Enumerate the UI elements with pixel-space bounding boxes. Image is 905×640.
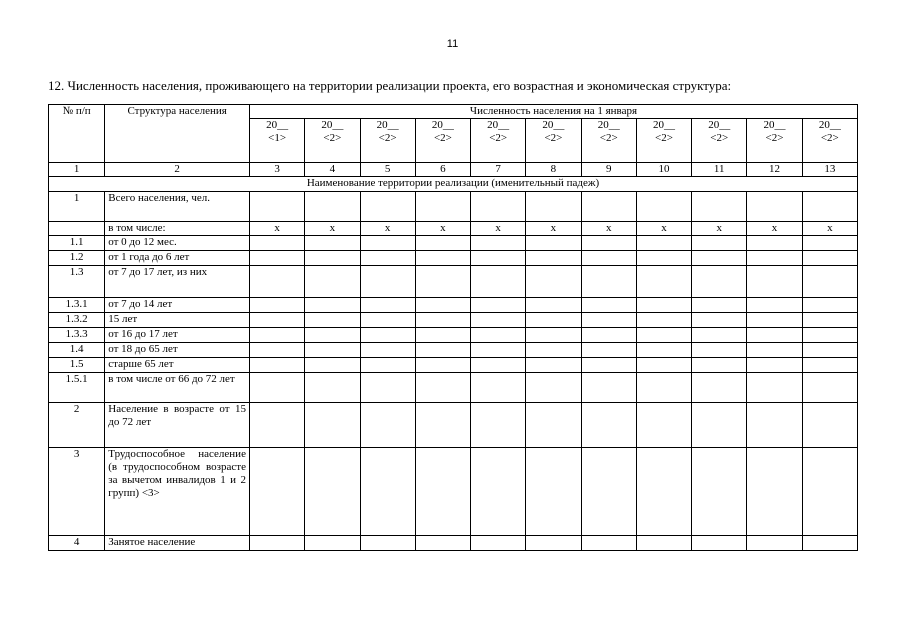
- value-cell[interactable]: [692, 192, 747, 222]
- value-cell[interactable]: [526, 373, 581, 403]
- value-cell[interactable]: [415, 298, 470, 313]
- table-row: [49, 448, 858, 536]
- row-number: 1.3.3: [49, 328, 105, 343]
- value-cell[interactable]: [526, 328, 581, 343]
- table-row: [49, 251, 858, 266]
- value-cell[interactable]: x: [360, 222, 415, 236]
- section-title: 12. Численность населения, проживающего на территории реализации проекта, его возрастная и экономическая структура:: [48, 78, 732, 93]
- value-cell[interactable]: [471, 536, 526, 551]
- value-cell[interactable]: [747, 266, 802, 298]
- value-cell[interactable]: [305, 358, 360, 373]
- table-row: [49, 343, 858, 358]
- year-footnote: <2>: [489, 132, 508, 144]
- row-label: от 18 до 65 лет: [105, 343, 250, 358]
- value-cell[interactable]: [692, 536, 747, 551]
- row-label: в том числе:: [105, 222, 250, 236]
- header-population-on: Численность населения на 1 января: [249, 105, 857, 119]
- value-cell[interactable]: [581, 236, 636, 251]
- value-cell[interactable]: [249, 343, 304, 358]
- value-cell[interactable]: [692, 343, 747, 358]
- value-cell[interactable]: [747, 236, 802, 251]
- value-cell[interactable]: [747, 358, 802, 373]
- value-cell[interactable]: [802, 536, 857, 551]
- value-cell[interactable]: [360, 298, 415, 313]
- value-cell[interactable]: [581, 373, 636, 403]
- value-cell[interactable]: [802, 266, 857, 298]
- column-number: 7: [471, 163, 526, 177]
- value-cell[interactable]: [526, 298, 581, 313]
- value-cell[interactable]: [526, 403, 581, 448]
- page-number: 11: [446, 38, 459, 50]
- value-cell[interactable]: [360, 358, 415, 373]
- value-cell[interactable]: [360, 536, 415, 551]
- value-cell[interactable]: [360, 328, 415, 343]
- value-cell[interactable]: [471, 266, 526, 298]
- row-number: 1.2: [49, 251, 105, 266]
- territory-name: Наименование территории реализации (именительный падеж): [49, 177, 858, 192]
- value-cell[interactable]: [747, 251, 802, 266]
- value-cell[interactable]: [636, 343, 691, 358]
- table-row: [49, 358, 858, 373]
- value-cell[interactable]: [581, 536, 636, 551]
- value-cell[interactable]: x: [581, 222, 636, 236]
- column-number-row: [49, 163, 858, 177]
- year-label: 20__: [708, 119, 731, 131]
- table-row: [49, 536, 858, 551]
- value-cell[interactable]: [802, 403, 857, 448]
- value-cell[interactable]: [360, 266, 415, 298]
- row-label: от 1 года до 6 лет: [105, 251, 250, 266]
- year-footnote: <2>: [323, 132, 342, 144]
- column-number: 12: [747, 163, 802, 177]
- value-cell[interactable]: [415, 251, 470, 266]
- value-cell[interactable]: [415, 313, 470, 328]
- value-cell[interactable]: [526, 313, 581, 328]
- value-cell[interactable]: [305, 251, 360, 266]
- table-row: [49, 236, 858, 251]
- value-cell[interactable]: [581, 448, 636, 536]
- value-cell[interactable]: [747, 373, 802, 403]
- value-cell[interactable]: [636, 403, 691, 448]
- value-cell[interactable]: [415, 328, 470, 343]
- value-cell[interactable]: [249, 373, 304, 403]
- value-cell[interactable]: [692, 251, 747, 266]
- row-number: 3: [49, 448, 105, 536]
- year-footnote: <2>: [710, 132, 729, 144]
- value-cell[interactable]: [692, 358, 747, 373]
- value-cell[interactable]: x: [249, 222, 304, 236]
- value-cell[interactable]: [305, 266, 360, 298]
- column-number: 5: [360, 163, 415, 177]
- year-footnote: <2>: [655, 132, 673, 144]
- year-label: 20__: [818, 119, 841, 131]
- value-cell[interactable]: x: [471, 222, 526, 236]
- value-cell[interactable]: [802, 343, 857, 358]
- value-cell[interactable]: [360, 192, 415, 222]
- table-row: [49, 373, 858, 403]
- value-cell[interactable]: [249, 448, 304, 536]
- row-label: от 7 до 17 лет, из них: [105, 266, 250, 298]
- value-cell[interactable]: [305, 403, 360, 448]
- value-cell[interactable]: [692, 236, 747, 251]
- value-cell[interactable]: [692, 403, 747, 448]
- year-header-cell: [415, 119, 470, 163]
- row-number: 1.3: [49, 266, 105, 298]
- value-cell[interactable]: [526, 448, 581, 536]
- value-cell[interactable]: [305, 192, 360, 222]
- value-cell[interactable]: [471, 373, 526, 403]
- value-cell[interactable]: [415, 358, 470, 373]
- column-number: 4: [305, 163, 360, 177]
- year-header-cell: [360, 119, 415, 163]
- value-cell[interactable]: [747, 448, 802, 536]
- row-label: старше 65 лет: [105, 358, 250, 373]
- value-cell[interactable]: [415, 536, 470, 551]
- value-cell[interactable]: [305, 536, 360, 551]
- value-cell[interactable]: [305, 236, 360, 251]
- row-number: 2: [49, 403, 105, 448]
- row-label: от 0 до 12 мес.: [105, 236, 250, 251]
- value-cell[interactable]: [802, 373, 857, 403]
- row-number: 1.3.2: [49, 313, 105, 328]
- header-row: [49, 105, 858, 119]
- value-cell[interactable]: [581, 298, 636, 313]
- value-cell[interactable]: [249, 298, 304, 313]
- value-cell[interactable]: [802, 328, 857, 343]
- value-cell[interactable]: [747, 343, 802, 358]
- table-row: [49, 266, 858, 298]
- value-cell[interactable]: [692, 313, 747, 328]
- year-label: 20__: [763, 119, 786, 131]
- year-header-cell: [747, 119, 802, 163]
- table-row: [49, 328, 858, 343]
- population-table: [48, 104, 858, 551]
- value-cell[interactable]: [526, 343, 581, 358]
- territory-row: [49, 177, 858, 192]
- value-cell[interactable]: [305, 373, 360, 403]
- value-cell[interactable]: [249, 536, 304, 551]
- value-cell[interactable]: [360, 373, 415, 403]
- value-cell[interactable]: [249, 236, 304, 251]
- row-number: 1.4: [49, 343, 105, 358]
- year-footnote: <2>: [599, 132, 618, 144]
- value-cell[interactable]: [802, 358, 857, 373]
- year-header-cell: [471, 119, 526, 163]
- value-cell[interactable]: [802, 236, 857, 251]
- value-cell[interactable]: [249, 358, 304, 373]
- value-cell[interactable]: [636, 236, 691, 251]
- value-cell[interactable]: [471, 403, 526, 448]
- value-cell[interactable]: [636, 313, 691, 328]
- year-header-cell: [636, 119, 691, 163]
- value-cell[interactable]: [305, 343, 360, 358]
- value-cell[interactable]: [526, 266, 581, 298]
- value-cell[interactable]: [802, 192, 857, 222]
- year-label: 20__: [321, 119, 344, 131]
- row-number: 1.3.1: [49, 298, 105, 313]
- value-cell[interactable]: x: [802, 222, 857, 236]
- column-number: 6: [415, 163, 470, 177]
- year-header-cell: [305, 119, 360, 163]
- year-footnote: <2>: [378, 132, 397, 144]
- value-cell[interactable]: [747, 192, 802, 222]
- value-cell[interactable]: [360, 236, 415, 251]
- row-number: 1.1: [49, 236, 105, 251]
- value-cell[interactable]: [802, 251, 857, 266]
- table-row: [49, 298, 858, 313]
- value-cell[interactable]: [526, 358, 581, 373]
- table-row: [49, 403, 858, 448]
- value-cell[interactable]: [636, 358, 691, 373]
- value-cell[interactable]: [526, 236, 581, 251]
- value-cell[interactable]: [249, 328, 304, 343]
- value-cell[interactable]: x: [692, 222, 747, 236]
- value-cell[interactable]: [692, 448, 747, 536]
- row-number: 1.5: [49, 358, 105, 373]
- value-cell[interactable]: [249, 266, 304, 298]
- row-number: 4: [49, 536, 105, 551]
- row-label: Население в возрасте от 15 до 72 лет: [105, 403, 250, 448]
- value-cell[interactable]: [471, 251, 526, 266]
- value-cell[interactable]: [692, 266, 747, 298]
- year-footnote: <2>: [820, 132, 839, 144]
- year-header-cell: [692, 119, 747, 163]
- value-cell[interactable]: [581, 328, 636, 343]
- column-number: 1: [49, 163, 105, 177]
- value-cell[interactable]: [415, 403, 470, 448]
- value-cell[interactable]: [636, 328, 691, 343]
- year-header-cell: [526, 119, 581, 163]
- value-cell[interactable]: [415, 448, 470, 536]
- value-cell[interactable]: [692, 373, 747, 403]
- row-number: [49, 222, 105, 236]
- value-cell[interactable]: [692, 328, 747, 343]
- year-label: 20__: [597, 119, 620, 131]
- value-cell[interactable]: [305, 298, 360, 313]
- value-cell[interactable]: [581, 251, 636, 266]
- row-label: от 7 до 14 лет: [105, 298, 250, 313]
- header-num: № п/п: [49, 105, 105, 163]
- value-cell[interactable]: [471, 343, 526, 358]
- value-cell[interactable]: [360, 448, 415, 536]
- year-label: 20__: [542, 119, 565, 131]
- year-header-cell: [802, 119, 857, 163]
- value-cell[interactable]: [471, 236, 526, 251]
- value-cell[interactable]: [526, 536, 581, 551]
- value-cell[interactable]: [305, 448, 360, 536]
- value-cell[interactable]: x: [415, 222, 470, 236]
- value-cell[interactable]: [802, 298, 857, 313]
- value-cell[interactable]: [747, 313, 802, 328]
- row-number: 1: [49, 192, 105, 222]
- value-cell[interactable]: [636, 536, 691, 551]
- year-label: 20__: [376, 119, 399, 131]
- row-number: 1.5.1: [49, 373, 105, 403]
- value-cell[interactable]: [581, 403, 636, 448]
- year-label: 20__: [652, 119, 675, 131]
- value-cell[interactable]: [360, 251, 415, 266]
- value-cell[interactable]: [747, 536, 802, 551]
- value-cell[interactable]: [636, 192, 691, 222]
- year-header-cell: [249, 119, 304, 163]
- value-cell[interactable]: [636, 448, 691, 536]
- column-number: 11: [692, 163, 747, 177]
- column-number: 9: [581, 163, 636, 177]
- value-cell[interactable]: [360, 343, 415, 358]
- value-cell[interactable]: [581, 266, 636, 298]
- value-cell[interactable]: [415, 343, 470, 358]
- value-cell[interactable]: [249, 403, 304, 448]
- year-footnote: <2>: [433, 132, 452, 144]
- year-footnote: <2>: [765, 132, 784, 144]
- value-cell[interactable]: [581, 343, 636, 358]
- value-cell[interactable]: [249, 192, 304, 222]
- value-cell[interactable]: [360, 403, 415, 448]
- table-row: [49, 313, 858, 328]
- year-footnote: <1>: [268, 132, 287, 144]
- value-cell[interactable]: [471, 358, 526, 373]
- value-cell[interactable]: [636, 373, 691, 403]
- value-cell[interactable]: [415, 236, 470, 251]
- value-cell[interactable]: [636, 266, 691, 298]
- value-cell[interactable]: [747, 328, 802, 343]
- value-cell[interactable]: [802, 448, 857, 536]
- value-cell[interactable]: [636, 298, 691, 313]
- value-cell[interactable]: x: [526, 222, 581, 236]
- year-footnote: <2>: [544, 132, 563, 144]
- value-cell[interactable]: [526, 251, 581, 266]
- value-cell[interactable]: [415, 266, 470, 298]
- table-row: [49, 222, 858, 236]
- year-label: 20__: [487, 119, 510, 131]
- value-cell[interactable]: [249, 313, 304, 328]
- value-cell[interactable]: [360, 313, 415, 328]
- column-number: 3: [249, 163, 304, 177]
- value-cell[interactable]: [471, 298, 526, 313]
- value-cell[interactable]: [747, 298, 802, 313]
- column-number: 2: [105, 163, 250, 177]
- value-cell[interactable]: [305, 328, 360, 343]
- row-label: Занятое население: [105, 536, 250, 551]
- value-cell[interactable]: [415, 373, 470, 403]
- value-cell[interactable]: [249, 251, 304, 266]
- year-label: 20__: [266, 119, 289, 131]
- column-number: 10: [636, 163, 691, 177]
- value-cell[interactable]: x: [305, 222, 360, 236]
- value-cell[interactable]: [526, 192, 581, 222]
- value-cell[interactable]: [471, 313, 526, 328]
- value-cell[interactable]: [692, 298, 747, 313]
- header-structure: Структура населения: [105, 105, 250, 163]
- year-label: 20__: [431, 119, 454, 131]
- row-label: в том числе от 66 до 72 лет: [105, 373, 250, 403]
- value-cell[interactable]: x: [636, 222, 691, 236]
- value-cell[interactable]: [581, 313, 636, 328]
- row-label: Всего населения, чел.: [105, 192, 250, 222]
- value-cell[interactable]: x: [747, 222, 802, 236]
- row-label: от 16 до 17 лет: [105, 328, 250, 343]
- value-cell[interactable]: [636, 251, 691, 266]
- value-cell[interactable]: [747, 403, 802, 448]
- value-cell[interactable]: [802, 313, 857, 328]
- year-header-cell: [581, 119, 636, 163]
- value-cell[interactable]: [471, 192, 526, 222]
- table-row: [49, 192, 858, 222]
- value-cell[interactable]: [471, 448, 526, 536]
- row-label: 15 лет: [105, 313, 250, 328]
- value-cell[interactable]: [471, 328, 526, 343]
- value-cell[interactable]: [415, 192, 470, 222]
- column-number: 13: [802, 163, 857, 177]
- row-label: Трудоспособное население (в трудоспособном возрасте за вычетом инвалидов 1 и 2 групп) <3>: [105, 448, 250, 536]
- value-cell[interactable]: [305, 313, 360, 328]
- column-number: 8: [526, 163, 581, 177]
- value-cell[interactable]: [581, 192, 636, 222]
- value-cell[interactable]: [581, 358, 636, 373]
